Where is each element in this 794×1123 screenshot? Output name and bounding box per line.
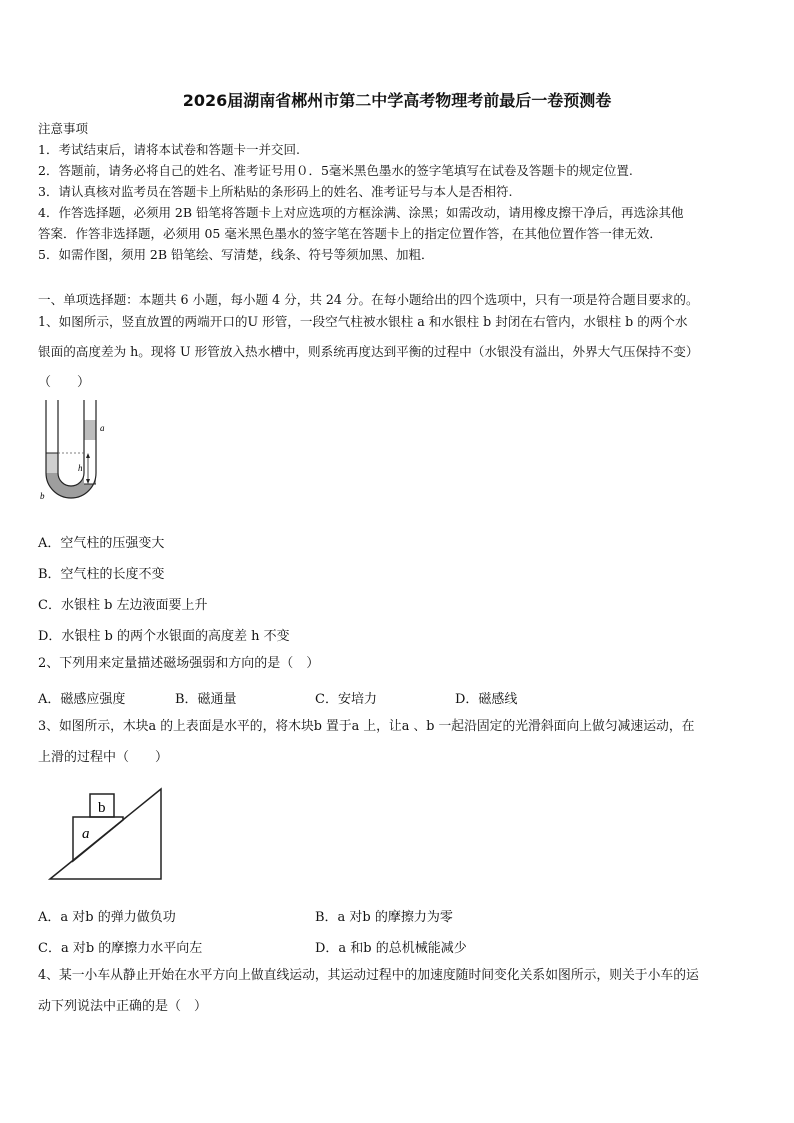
notice-item: 1．考试结束后，请将本试卷和答题卡一并交回. [38, 142, 300, 157]
q3-stem-line: 3、如图所示，木块a 的上表面是水平的，将木块b 置于a 上，让a 、b 一起沿固定的光滑斜面向上做匀减速运动，在 [38, 719, 695, 734]
q1-stem-line: 银面的高度差为 h。现将 U 形管放入热水槽中，则系统再度达到平衡的过程中（水银没有溢出，外界大气压保持不变） [38, 344, 699, 359]
q2-stem: 2、下列用来定量描述磁场强弱和方向的是（ ） [38, 656, 320, 671]
label-a: a [82, 826, 90, 842]
q2-option-c[interactable]: C．安培力 [315, 692, 377, 707]
q4-stem-line: 4、某一小车从静止开始在水平方向上做直线运动，其运动过程中的加速度随时间变化关系如图所示，则关于小车的运 [38, 968, 699, 983]
q3-option-b[interactable]: B．a 对b 的摩擦力为零 [315, 910, 453, 925]
q1-option-c[interactable]: C．水银柱 b 左边液面要上升 [38, 598, 208, 613]
q1-option-a[interactable]: A．空气柱的压强变大 [38, 536, 165, 551]
q2-option-d[interactable]: D．磁感线 [455, 692, 518, 707]
q3-option-d[interactable]: D．a 和b 的总机械能减少 [315, 941, 467, 956]
q1-option-d[interactable]: D．水银柱 b 的两个水银面的高度差 h 不变 [38, 629, 290, 644]
q3-option-c[interactable]: C．a 对b 的摩擦力水平向左 [38, 941, 203, 956]
notice-item: 5．如需作图，须用 2B 铅笔绘、写清楚，线条、符号等须加黑、加粗． [38, 247, 434, 262]
notice-item: 2．答题前，请务必将自己的姓名、准考证号用０．5毫米黑色墨水的签字笔填写在试卷及答题卡的规定位置. [38, 163, 633, 178]
label-b: b [40, 491, 45, 501]
notice-item: 答案．作答非选择题，必须用 05 毫米黑色墨水的签字笔在答题卡上的指定位置作答，在其他位置作答一律无效． [38, 226, 662, 241]
notice-item: 4．作答选择题，必须用 2B 铅笔将答题卡上对应选项的方框涂满、涂黑；如需改动，请用橡皮擦干净后，再选涂其他 [38, 205, 684, 220]
notice-item: 3．请认真核对监考员在答题卡上所粘贴的条形码上的姓名、准考证号与本人是否相符. [38, 184, 513, 199]
q3-option-a[interactable]: A．a 对b 的弹力做负功 [38, 910, 176, 925]
notice-heading: 注意事项 [38, 121, 89, 136]
q2-option-b[interactable]: B．磁通量 [175, 692, 237, 707]
q4-stem-line: 动下列说法中正确的是（ ） [38, 999, 208, 1014]
incline-figure [46, 784, 166, 884]
label-h: h [78, 463, 83, 473]
section-heading: 一、单项选择题：本题共 6 小题，每小题 4 分，共 24 分。在每小题给出的四个选项中，只有一项是符合题目要求的。 [38, 292, 699, 307]
label-a: a [100, 423, 105, 433]
u-tube-figure [36, 398, 116, 510]
q2-option-a[interactable]: A．磁感应强度 [38, 692, 126, 707]
q3-stem-line: 上滑的过程中（ ） [38, 750, 169, 765]
label-b: b [98, 800, 106, 816]
page-title: 2026届湖南省郴州市第二中学高考物理考前最后一卷预测卷 [182, 91, 612, 110]
q1-answer-blank: （ ） [38, 375, 91, 390]
q1-stem-line: 1、如图所示，竖直放置的两端开口的U 形管，一段空气柱被水银柱 a 和水银柱 b 封闭在右管内，水银柱 b 的两个水 [38, 314, 688, 329]
q1-option-b[interactable]: B．空气柱的长度不变 [38, 567, 165, 582]
